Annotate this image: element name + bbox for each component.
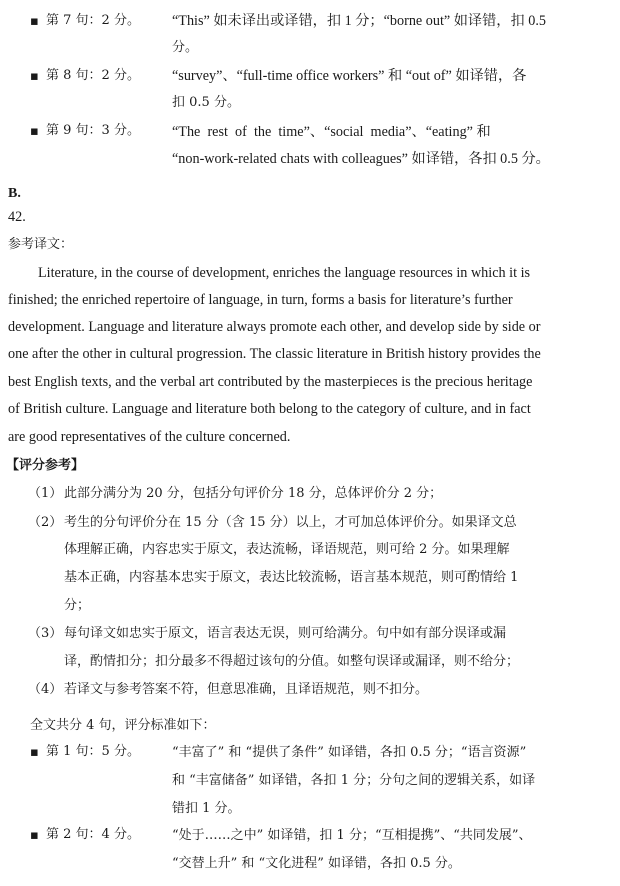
translation-line: Literature, in the course of development, enriches the language resources in which it is [38,265,531,281]
item-line: “处于……之中” 如译错，扣 1 分；“互相提携”、“共同发展”、 [172,828,532,843]
translation-line: development. Language and literature always promote each other, and develop side by side or [8,319,541,335]
scoring-number: （4） [28,682,63,697]
scoring-line: 考生的分句评价分在 15 分（含 15 分）以上，才可加总体评价分。如果译文总 [64,515,517,530]
translation-line: one after the other in cultural progression. The classic literature in British history provides the [8,346,541,362]
item-line: “This” 如未译出或译错，扣 1 分；“borne out” 如译错，扣 0.5 [172,13,546,29]
item-line: “The rest of the time”、“social media”、“eating” 和 [172,124,491,140]
scoring-line: 若译文与参考答案不符，但意思准确，且译语规范，则不扣分。 [64,682,429,697]
item-label: 第 7 句：2 分。 [46,13,140,28]
scoring-line: 分； [64,598,91,613]
scoring-heading: 【评分参考】 [6,458,85,473]
translation-line: finished; the enriched repertoire of language, in turn, forms a basis for literature’s further [8,292,513,308]
scoring-line: 每句译文如忠实于原文，语言表达无误，则可给满分。句中如有部分误译或漏 [64,626,507,641]
bullet-icon: ▪ [30,14,39,29]
item-label: 第 1 句：5 分。 [46,744,140,759]
question-number: 42. [8,209,26,225]
item-line: 错扣 1 分。 [172,801,241,816]
scoring-number: （3） [28,626,63,641]
item-line: “丰富了” 和 “提供了条件” 如译错，各扣 0.5 分；“语言资源” [172,745,527,760]
item-label: 第 9 句：3 分。 [46,123,140,138]
bullet-icon: ▪ [30,69,39,84]
translation-line: of British culture. Language and literature both belong to the category of culture, and in fact [8,401,531,417]
item-line: “non-work-related chats with colleagues” 如译错，各扣 0.5 分。 [172,151,550,167]
section-heading: B. [8,186,21,201]
translation-line: best English texts, and the verbal art contributed by the masterpieces is the precious heritage [8,374,533,390]
scoring-line: 译，酌情扣分；扣分最多不得超过该句的分值。如整句误译或漏译，则不给分； [64,654,520,669]
bullet-icon: ▪ [30,828,39,843]
item-line: “交替上升” 和 “文化进程” 如译错，各扣 0.5 分。 [172,856,461,871]
scoring-line: 基本正确，内容基本忠实于原文，表达比较流畅，语言基本规范，则可酌情给 1 [64,570,519,585]
scoring-number: （1） [28,486,63,501]
scoring-line: 体理解正确，内容忠实于原文，表达流畅，译语规范，则可给 2 分。如果理解 [64,542,510,557]
reference-label: 参考译文： [8,237,74,252]
bullet-icon: ▪ [30,124,39,139]
scoring-line: 此部分满分为 20 分，包括分句评价分 18 分，总体评价分 2 分； [64,486,443,501]
item-line: 扣 0.5 分。 [172,95,240,110]
item-label: 第 8 句：2 分。 [46,68,140,83]
bullet-icon: ▪ [30,745,39,760]
item-line: 分。 [172,40,199,55]
item-line: “survey”、“full-time office workers” 和 “out of” 如译错，各 [172,68,527,84]
scoring-number: （2） [28,515,63,530]
item-label: 第 2 句：4 分。 [46,827,140,842]
total-intro: 全文共分 4 句，评分标准如下： [30,718,216,733]
translation-line: are good representatives of the culture concerned. [8,429,291,445]
item-line: 和 “丰富储备” 如译错，各扣 1 分；分句之间的逻辑关系，如译 [172,773,536,788]
